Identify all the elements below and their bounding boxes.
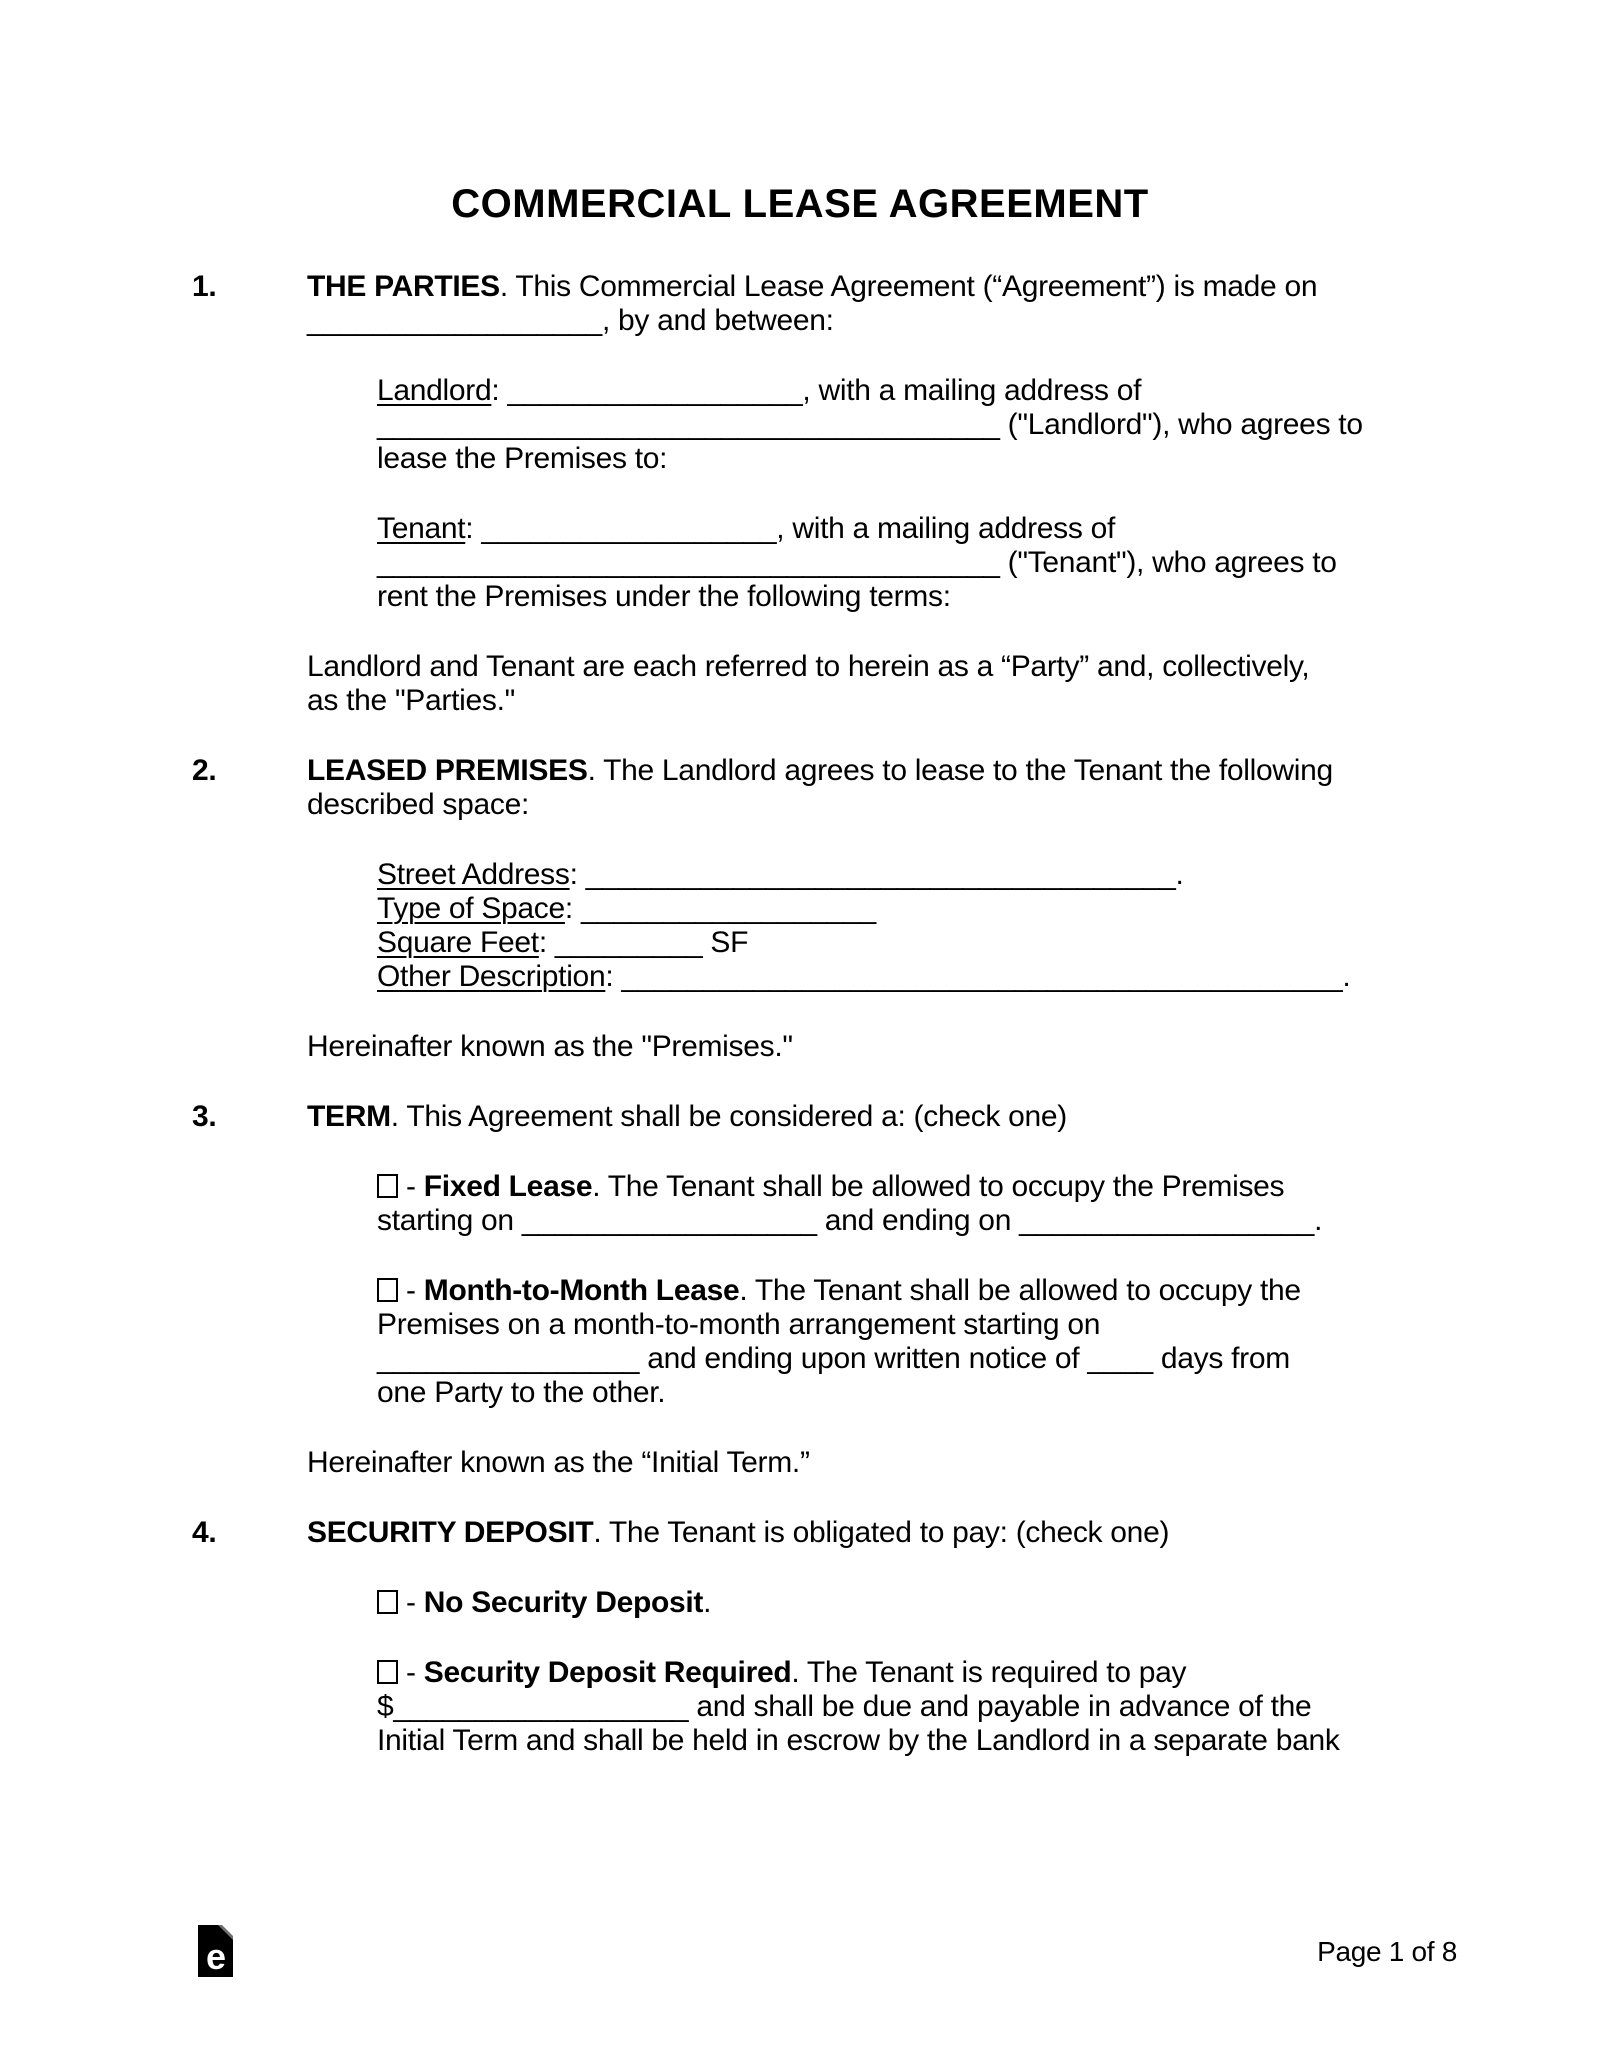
blank-field[interactable]: ____ [1087,1342,1153,1375]
document-title: COMMERCIAL LEASE AGREEMENT [451,182,1149,226]
paragraph [307,1170,1480,1238]
text-segment: . [1342,960,1351,993]
text-segment: Premises on a month-to-month arrangement starting on [377,1308,1101,1341]
text-segment: starting on [377,1204,522,1237]
text-segment: and ending upon written notice of [639,1342,1088,1375]
checkbox[interactable] [377,1590,398,1614]
text-line [307,1446,1480,1480]
text-segment: , with a mailing address of [776,512,1116,545]
text-segment: . The Tenant is required to pay [791,1656,1187,1689]
paragraph [307,1274,1480,1410]
paragraph [307,1656,1480,1758]
paragraph [307,754,1480,822]
text-segment: . [703,1586,712,1619]
text-segment: THE PARTIES [307,270,500,303]
section [192,754,1480,1064]
text-segment: . The Tenant shall be allowed to occupy the [739,1274,1301,1307]
text-segment: Fixed Lease [423,1170,593,1203]
blank-field[interactable]: __________________ [481,512,777,545]
text-segment: Type of Space [377,892,565,925]
text-segment: Hereinafter known as the “Initial Term.” [307,1446,810,1479]
blank-field[interactable]: __________________ [393,1690,689,1723]
text-segment: one Party to the other. [377,1376,666,1409]
text-line [307,684,1480,718]
text-segment: SECURITY DEPOSIT [307,1516,594,1549]
section-number: 1. [192,270,217,303]
text-segment: as the "Parties." [307,684,515,717]
text-line [377,1170,1480,1204]
text-line [307,1516,1480,1550]
text-segment: . The Landlord agrees to lease to the Tenant the following [587,754,1333,787]
text-line [307,650,1480,684]
blank-field[interactable]: __________________ [1019,1204,1315,1237]
text-segment: Initial Term and shall be held in escrow by the Landlord in a separate bank [377,1724,1340,1757]
blank-field[interactable]: __________________ [507,374,803,407]
paragraph [307,1100,1480,1134]
paragraph [307,374,1480,476]
section-number: 3. [192,1100,217,1133]
text-line [377,1204,1480,1238]
text-segment: days from [1152,1342,1290,1375]
text-line [377,1586,1480,1620]
text-segment: Other Description [377,960,606,993]
document-sections [192,270,1480,1758]
text-line [377,408,1480,442]
text-segment: : [605,960,622,993]
blank-field[interactable]: ____________________________________________ [621,960,1343,993]
text-line [377,1308,1480,1342]
text-line [377,1656,1480,1690]
paragraph [307,1030,1480,1064]
text-segment: , with a mailing address of [802,374,1142,407]
paragraph [307,650,1480,718]
text-segment: . The Tenant is obligated to pay: (check one) [593,1516,1170,1549]
text-segment: - [398,1274,424,1307]
text-segment: Security Deposit Required [423,1656,792,1689]
text-segment: . This Agreement shall be considered a: (check one) [390,1100,1067,1133]
text-line [377,1690,1480,1724]
text-segment: . [1175,858,1184,891]
text-line [307,1100,1480,1134]
text-segment: : [569,858,586,891]
text-segment: Square Feet [377,926,539,959]
text-segment: - [398,1586,424,1619]
text-segment: : [465,512,482,545]
section-number: 2. [192,754,217,787]
text-segment: TERM [307,1100,391,1133]
blank-field[interactable]: ______________________________________ [377,546,1000,579]
text-segment: : [491,374,508,407]
text-line [307,754,1480,788]
text-segment: : [564,892,581,925]
text-line [307,304,1480,338]
text-segment: . [1314,1204,1323,1237]
blank-field[interactable]: ________________ [377,1342,640,1375]
logo-letter: e [205,1936,227,1977]
paragraph [307,1446,1480,1480]
text-segment: Landlord and Tenant are each referred to herein as a “Party” and, collectively, [307,650,1310,683]
text-line [377,580,1480,614]
text-line [377,1724,1480,1758]
paragraph [307,1586,1480,1620]
blank-field[interactable]: __________________ [307,304,602,337]
section-number: 4. [192,1516,217,1549]
blank-field[interactable]: ______________________________________ [377,408,1000,441]
text-segment: Month-to-Month Lease [423,1274,740,1307]
text-segment: Hereinafter known as the "Premises." [307,1030,793,1063]
paragraph [307,1516,1480,1550]
text-segment: Tenant [377,512,466,545]
page-number: Page 1 of 8 [1317,1936,1457,1967]
text-segment: Street Address [377,858,570,891]
blank-field[interactable]: _________ [554,926,703,959]
text-segment: $ [377,1690,394,1723]
text-segment: . This Commercial Lease Agreement (“Agreement”) is made on [499,270,1318,303]
text-line [377,1376,1480,1410]
section [192,270,1480,718]
checkbox[interactable] [377,1174,398,1198]
text-segment: ("Landlord"), who agrees to [999,408,1363,441]
text-segment: - [398,1656,424,1689]
page-fold-icon [220,1923,233,1936]
text-line [377,858,1480,892]
text-segment: LEASED PREMISES [307,754,588,787]
text-segment: ("Tenant"), who agrees to [999,546,1337,579]
text-segment: and ending on [816,1204,1020,1237]
text-line [307,270,1480,304]
section [192,1100,1480,1480]
paragraph [307,858,1480,994]
text-segment: described space: [307,788,530,821]
text-segment: . The Tenant shall be allowed to occupy the Premises [592,1170,1285,1203]
text-segment: : [538,926,555,959]
blank-field[interactable]: __________________ [521,1204,817,1237]
text-line [377,1274,1480,1308]
blank-field[interactable]: ____________________________________ [585,858,1176,891]
text-segment: and shall be due and payable in advance of the [688,1690,1312,1723]
eforms-logo[interactable] [198,1925,233,1977]
text-line [307,788,1480,822]
text-segment: rent the Premises under the following terms: [377,580,951,613]
text-line [377,1342,1480,1376]
checkbox[interactable] [377,1278,398,1302]
text-line [377,374,1480,408]
text-line [377,892,1480,926]
text-segment: lease the Premises to: [377,442,668,475]
text-line [377,926,1480,960]
text-segment: Landlord [377,374,492,407]
text-line [377,442,1480,476]
text-line [377,960,1480,994]
text-segment: , by and between: [601,304,834,337]
text-segment: SF [702,926,749,959]
section [192,1516,1480,1758]
text-segment: No Security Deposit [423,1586,704,1619]
text-line [377,512,1480,546]
paragraph [307,512,1480,614]
text-line [377,546,1480,580]
paragraph [307,270,1480,338]
document-body [0,270,1600,1758]
blank-field[interactable]: __________________ [580,892,876,925]
checkbox[interactable] [377,1660,398,1684]
text-line [307,1030,1480,1064]
text-segment: - [398,1170,424,1203]
